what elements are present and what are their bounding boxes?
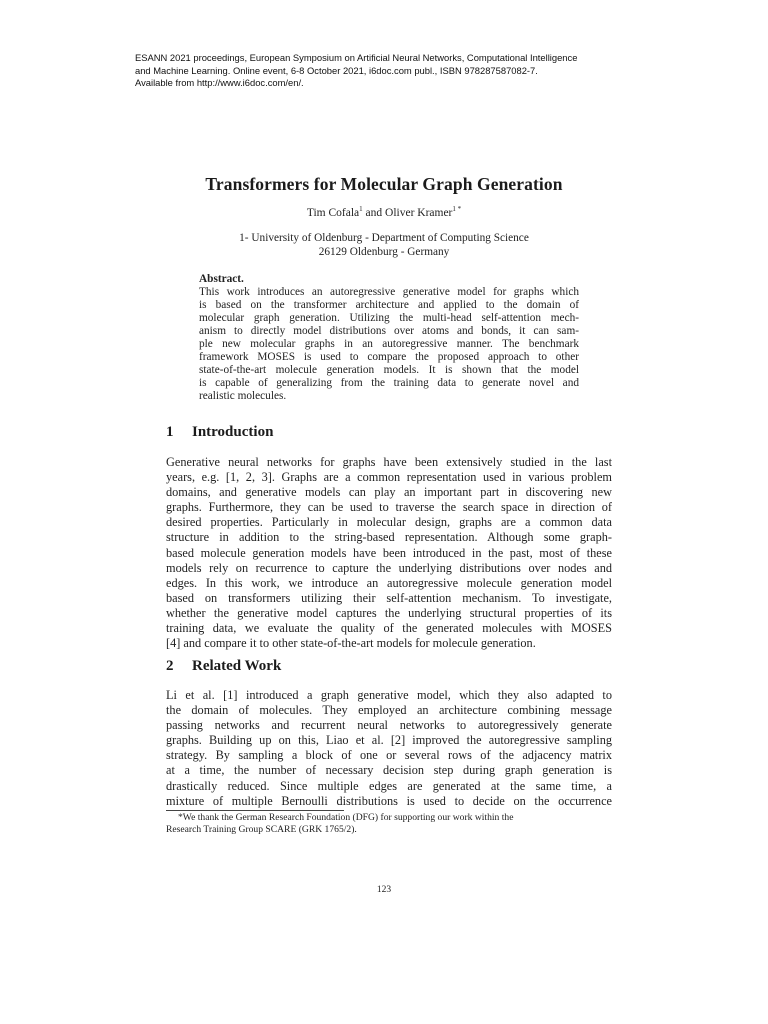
body-line: training data, we evaluate the quality of the generated molecules with MOSES <box>166 621 612 636</box>
affiliation-line: 1- University of Oldenburg - Department of Computing Science <box>239 232 529 244</box>
section-number: 1 <box>166 424 174 440</box>
proceedings-header-line: Available from http://www.i6doc.com/en/. <box>135 77 304 88</box>
footnote <box>166 812 612 837</box>
author-line <box>0 205 768 219</box>
body-line: domains, and generative models can play an important part in discovering new <box>166 485 612 500</box>
abstract-line: framework MOSES is used to compare the proposed approach to other <box>199 351 579 363</box>
abstract-line: ple new molecular graphs in an autoregressive manner. The benchmark <box>199 338 579 350</box>
abstract-line: is based on the transformer architecture and applied to the domain of <box>199 299 579 311</box>
affiliation-mark: 1 * <box>452 205 462 213</box>
section-heading-related-work <box>166 658 281 675</box>
body-line: mixture of multiple Bernoulli distributions is used to decide on the occurrence <box>166 793 612 808</box>
body-line: strategy. By sampling a block of one or several rows of the adjacency matrix <box>166 748 612 763</box>
abstract-line: This work introduces an autoregressive generative model for graphs which <box>199 286 579 298</box>
proceedings-header-line: ESANN 2021 proceedings, European Symposium on Artificial Neural Networks, Computational Intelligence <box>135 52 578 63</box>
author-name: Oliver Kramer <box>385 206 453 219</box>
body-line: structure in addition to the string-based representation. Although some graph- <box>166 530 612 545</box>
body-line: at a time, the number of necessary decision step during graph generation is <box>166 763 612 778</box>
abstract-line: anism to directly model distributions over atoms and bonds, it can sam- <box>199 325 579 337</box>
body-line: desired properties. Particularly in molecular design, graphs are a common data <box>166 515 612 530</box>
body-line: [4] and compare it to other state-of-the-art models for molecule generation. <box>166 636 536 651</box>
body-line: passing networks and recurrent neural networks to autoregressively generate <box>166 718 612 733</box>
abstract-line: state-of-the-art molecule generation models. It is shown that the model <box>199 364 579 376</box>
affiliation <box>0 231 768 259</box>
section-number: 2 <box>166 658 174 674</box>
body-line: graphs. Building up on this, Liao et al. [2] improved the autoregressive sampling <box>166 733 612 748</box>
author-connector: and <box>362 206 386 219</box>
introduction-body <box>166 455 612 651</box>
proceedings-header <box>135 52 635 90</box>
proceedings-header-line: and Machine Learning. Online event, 6-8 October 2021, i6doc.com publ., ISBN 978287587082-7. <box>135 64 538 76</box>
paper-title: Transformers for Molecular Graph Generation <box>205 174 563 194</box>
body-line: years, e.g. [1, 2, 3]. Graphs are a common representation used in various problem <box>166 470 612 485</box>
abstract-line: is capable of generalizing from the training data to generate novel and <box>199 377 579 389</box>
section-heading-introduction <box>166 424 273 441</box>
abstract-line: realistic molecules. <box>199 390 287 402</box>
affiliation-mark: 1 <box>359 205 363 213</box>
body-line: drastically reduced. Since multiple edges are generated at the same time, a <box>166 778 612 793</box>
body-line: the domain of molecules. They employed an architecture combining message <box>166 703 612 718</box>
body-line: edges. In this work, we introduce an autoregressive molecule generation model <box>166 575 612 590</box>
footnote-divider <box>166 810 344 811</box>
body-line: Li et al. [1] introduced a graph generative model, which they also adapted to <box>166 688 612 702</box>
affiliation-line: 26129 Oldenburg - Germany <box>318 246 450 258</box>
section-title: Related Work <box>192 658 282 674</box>
footnote-line: *We thank the German Research Foundation (DFG) for supporting our work within the <box>178 812 514 823</box>
body-line: based molecule generation models have been introduced in the past, most of these <box>166 545 612 560</box>
section-title: Introduction <box>192 424 274 440</box>
page-number: 123 <box>376 885 392 895</box>
abstract <box>199 273 579 403</box>
related-work-body <box>166 688 612 809</box>
body-line: Generative neural networks for graphs have been extensively studied in the last <box>166 455 612 469</box>
body-line: models rely on recurrence to capture the underlying distributions over nodes and <box>166 560 612 575</box>
body-line: whether the generative model captures the underlying structural properties of its <box>166 605 612 620</box>
footnote-line: Research Training Group SCARE (GRK 1765/2). <box>166 824 357 836</box>
abstract-line: molecular graph generation. Utilizing the multi-head self-attention mech- <box>199 312 579 324</box>
body-line: graphs. Furthermore, they can be used to traverse the search space in direction of <box>166 500 612 515</box>
author-name: Tim Cofala <box>306 206 360 219</box>
abstract-heading: Abstract. <box>199 273 244 285</box>
body-line: based on transformers utilizing their self-attention mechanism. To investigate, <box>166 590 612 605</box>
